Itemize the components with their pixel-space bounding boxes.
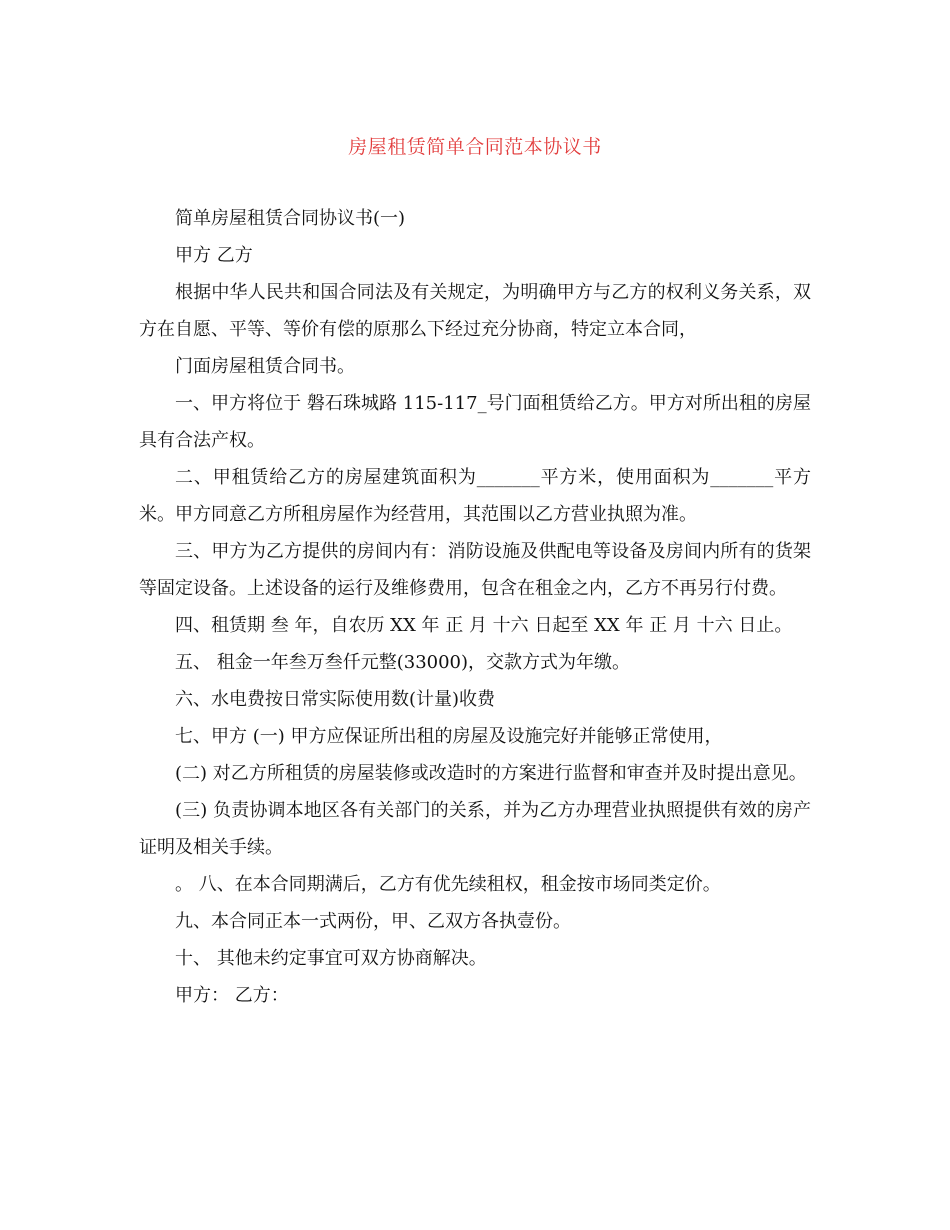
clause-7-sub-3: (三) 负责协调本地区各有关部门的关系，并为乙方办理营业执照提供有效的房产证明及相关手续。: [139, 800, 811, 858]
document-body: [139, 200, 811, 1014]
clause-1: 一、甲方将位于 磐石珠城路 115-117_号门面租赁给乙方。甲方对所出租的房屋具有合法产权。: [139, 393, 811, 451]
paragraph-parties: 甲方 乙方: [175, 245, 253, 266]
signature-line: 甲方： 乙方：: [175, 985, 289, 1006]
paragraph-contract-name: 门面房屋租赁合同书。: [175, 356, 355, 377]
clause-2: 二、甲租赁给乙方的房屋建筑面积为_______平方米，使用面积为_______平方米。甲方同意乙方所租房屋作为经营用，其范围以乙方营业执照为准。: [139, 467, 811, 525]
clause-7-sub-2: (二) 对乙方所租赁的房屋装修或改造时的方案进行监督和审查并及时提出意见。: [175, 763, 807, 784]
clause-4: 四、租赁期 叁 年，自农历 XX 年 正 月 十六 日起至 XX 年 正 月 十六 日止。: [175, 615, 793, 636]
clause-8: 。 八、在本合同期满后，乙方有优先续租权，租金按市场同类定价。: [175, 874, 721, 895]
clause-9: 九、本合同正本一式两份，甲、乙双方各执壹份。: [175, 911, 571, 932]
clause-10: 十、 其他未约定事宜可双方协商解决。: [175, 948, 487, 969]
paragraph-subtitle: 简单房屋租赁合同协议书(一): [175, 208, 406, 229]
clause-6: 六、水电费按日常实际使用数(计量)收费: [175, 689, 496, 710]
document-title: 房屋租赁简单合同范本协议书: [348, 136, 602, 158]
clause-3: 三、甲方为乙方提供的房间内有：消防设施及供配电等设备及房间内所有的货架等固定设备。上述设备的运行及维修费用，包含在租金之内，乙方不再另行付费。: [139, 541, 811, 599]
clause-7: 七、甲方 (一) 甲方应保证所出租的房屋及设施完好并能够正常使用，: [175, 726, 723, 747]
paragraph-preamble: 根据中华人民共和国合同法及有关规定，为明确甲方与乙方的权利义务关系，双方在自愿、平等、等价有偿的原那么下经过充分协商，特定立本合同，: [139, 282, 811, 340]
clause-5: 五、 租金一年叁万叁仟元整(33000)，交款方式为年缴。: [175, 652, 631, 673]
